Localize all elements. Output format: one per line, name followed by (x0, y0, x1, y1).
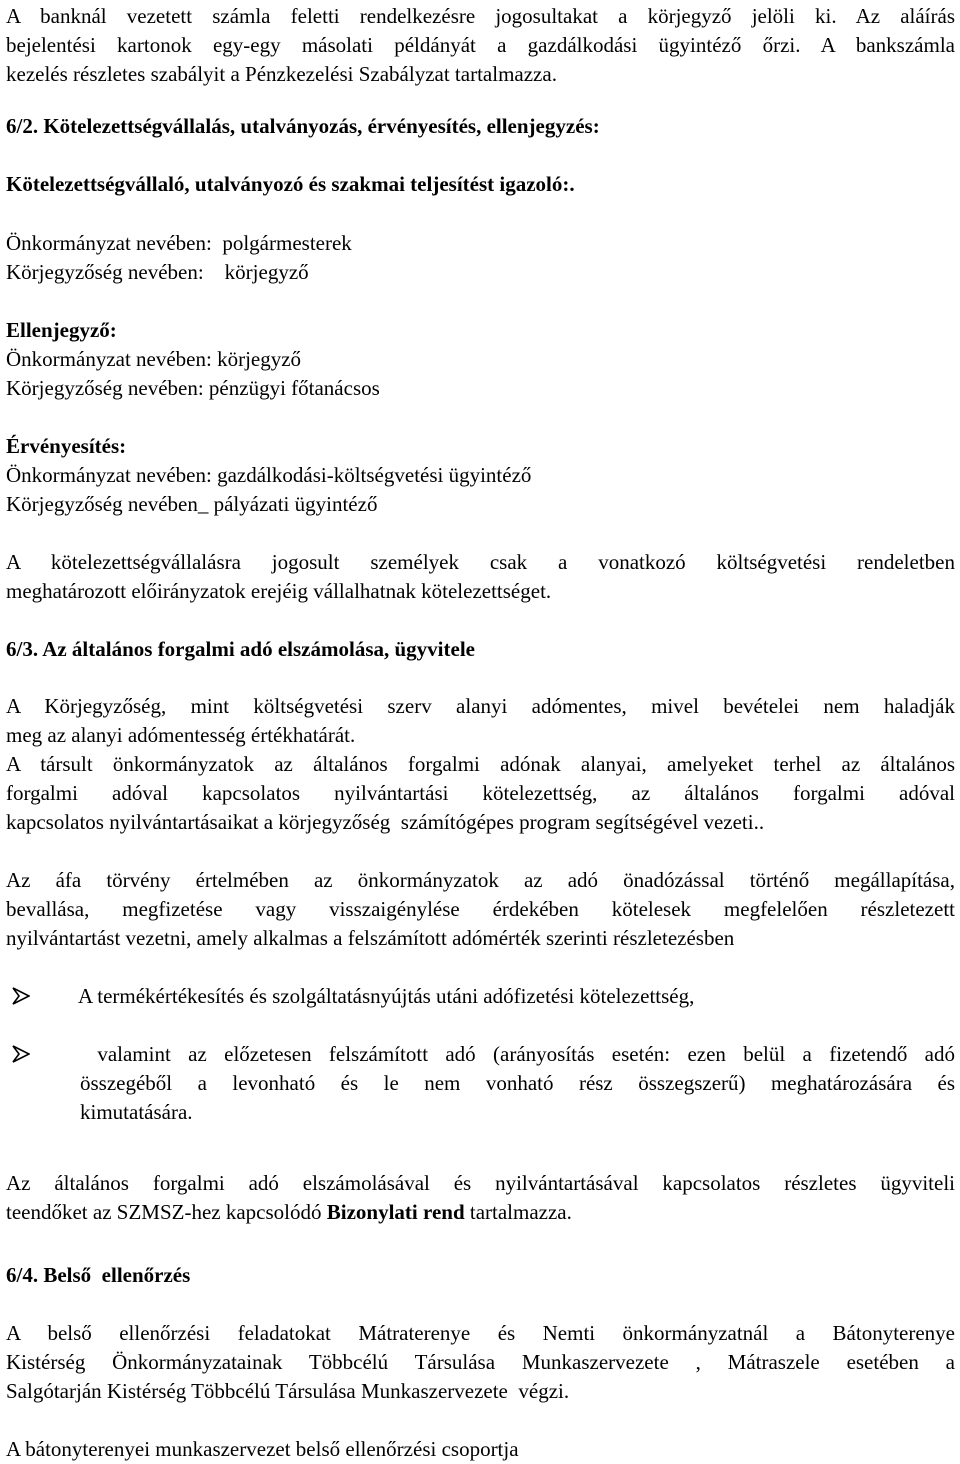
bullet-2-line-2: összegéből a levonható és le nem vonható rész összegszerű) meghatározására és (80, 1071, 955, 1095)
kv-onkormanyzat-line: Önkormányzat nevében: polgármesterek (6, 231, 352, 255)
belso-paragraph-line-3: Salgótarján Kistérség Többcélú Társulása Munkaszervezete végzi. (6, 1379, 570, 1403)
tarsult-paragraph-line-2: forgalmi adóval kapcsolatos nyilvántartási kötelezettség, az általános forgalmi adóval (6, 781, 955, 805)
kv-korjegyzoseg-line: Körjegyzőség nevében: körjegyző (6, 260, 309, 284)
bullet-2-line-3: kimutatására. (80, 1100, 193, 1124)
ervenyesites-title: Érvényesítés: (6, 434, 127, 458)
list-item (6, 982, 955, 1011)
tarsult-paragraph-line-3: kapcsolatos nyilvántartásaikat a körjegyzőség számítógépes program segítségével vezeti.. (6, 810, 765, 834)
szmsz-text-a: teendőket az SZMSZ-hez kapcsolódó (6, 1200, 327, 1224)
bank-paragraph-line-1: A banknál vezetett számla feletti rendelkezésre jogosultakat a körjegyző jelöli ki. Az aláírás (6, 4, 955, 28)
ervenyesites-korjegyzoseg-line: Körjegyzőség nevében_ pályázati ügyintéző (6, 492, 378, 516)
bank-paragraph-line-2: bejelentési kartonok egy-egy másolati példányát a gazdálkodási ügyintéző őrzi. A bankszámla (6, 33, 955, 57)
bullet-1-text: A termékértékesítés és szolgáltatásnyújtás utáni adófizetési kötelezettség, (78, 984, 695, 1008)
heading-6-3-number: 6/3. (6, 637, 39, 661)
heading-6-3 (6, 635, 955, 664)
kv-limit-paragraph-line-1: A kötelezettségvállalásra jogosult személyek csak a vonatkozó költségvetési rendeletben (6, 550, 955, 574)
bank-paragraph-line-3: kezelés részletes szabályit a Pénzkezelési Szabályzat tartalmazza. (6, 62, 557, 86)
tarsult-paragraph-line-1: A társult önkormányzatok az általános forgalmi adónak alanyai, amelyeket terhel az általános (6, 752, 955, 776)
ellenjegyzo-korjegyzoseg-line: Körjegyzőség nevében: pénzügyi főtanácsos (6, 376, 380, 400)
ellenjegyzo-onkormanyzat-line: Önkormányzat nevében: körjegyző (6, 347, 302, 371)
bizonylati-rend-bold: Bizonylati rend (326, 1200, 465, 1224)
szmsz-paragraph-line-1: Az általános forgalmi adó elszámolásával és nyilvántartásával kapcsolatos részletes ügyviteli (6, 1171, 955, 1195)
belso-paragraph-line-1: A belső ellenőrzési feladatokat Mátraterenye és Nemti önkormányzatnál a Bátonyterenye (6, 1321, 955, 1345)
heading-6-4: 6/4. Belső ellenőrzés (6, 1263, 191, 1287)
afa-paragraph-line-2: bevallása, megfizetése vagy visszaigénylése érdekében kötelesek megfelelően részletezett (6, 897, 955, 921)
belso-paragraph-line-2: Kistérség Önkormányzatainak Többcélú Társulása Munkaszervezete , Mátraszele esetében a (6, 1350, 955, 1374)
last-paragraph-line: A bátonyterenyei munkaszervezet belső ellenőrzési csoportja (6, 1437, 519, 1461)
kv-limit-paragraph-line-2: meghatározott előirányzatok erejéig vállalhatnak kötelezettséget. (6, 579, 552, 603)
alanyi-paragraph-line-2: meg az alanyi adómentesség értékhatárát. (6, 723, 356, 747)
ervenyesites-onkormanyzat-line: Önkormányzat nevében: gazdálkodási-költségvetési ügyintéző (6, 463, 532, 487)
arrowhead-bullet-icon (12, 987, 30, 1005)
arrowhead-bullet-icon (12, 1045, 30, 1063)
afa-paragraph-line-3: nyilvántartást vezetni, amely alkalmas a felszámított adómérték szerinti részletezésben (6, 926, 735, 950)
ellenjegyzo-title: Ellenjegyző: (6, 318, 117, 342)
heading-6-3-text: Az általános forgalmi adó elszámolása, ügyvitele (42, 637, 475, 661)
alanyi-paragraph-line-1: A Körjegyzőség, mint költségvetési szerv alanyi adómentes, mivel bevételei nem haladják (6, 694, 955, 718)
list-item (6, 1040, 955, 1069)
subheading-kotelezettseg: Kötelezettségvállaló, utalványozó és szakmai teljesítést igazoló:. (6, 172, 575, 196)
afa-paragraph-line-1: Az áfa törvény értelmében az önkormányzatok az adó önadózással történő megállapítása, (6, 868, 955, 892)
szmsz-text-c: tartalmazza. (464, 1200, 572, 1224)
heading-6-2: 6/2. Kötelezettségvállalás, utalványozás, érvényesítés, ellenjegyzés: (6, 114, 600, 138)
szmsz-paragraph-line-2 (6, 1198, 955, 1227)
bullet-2-line-1: valamint az előzetesen felszámított adó (arányosítás esetén: ezen belül a fizetendő adó (80, 1042, 955, 1066)
